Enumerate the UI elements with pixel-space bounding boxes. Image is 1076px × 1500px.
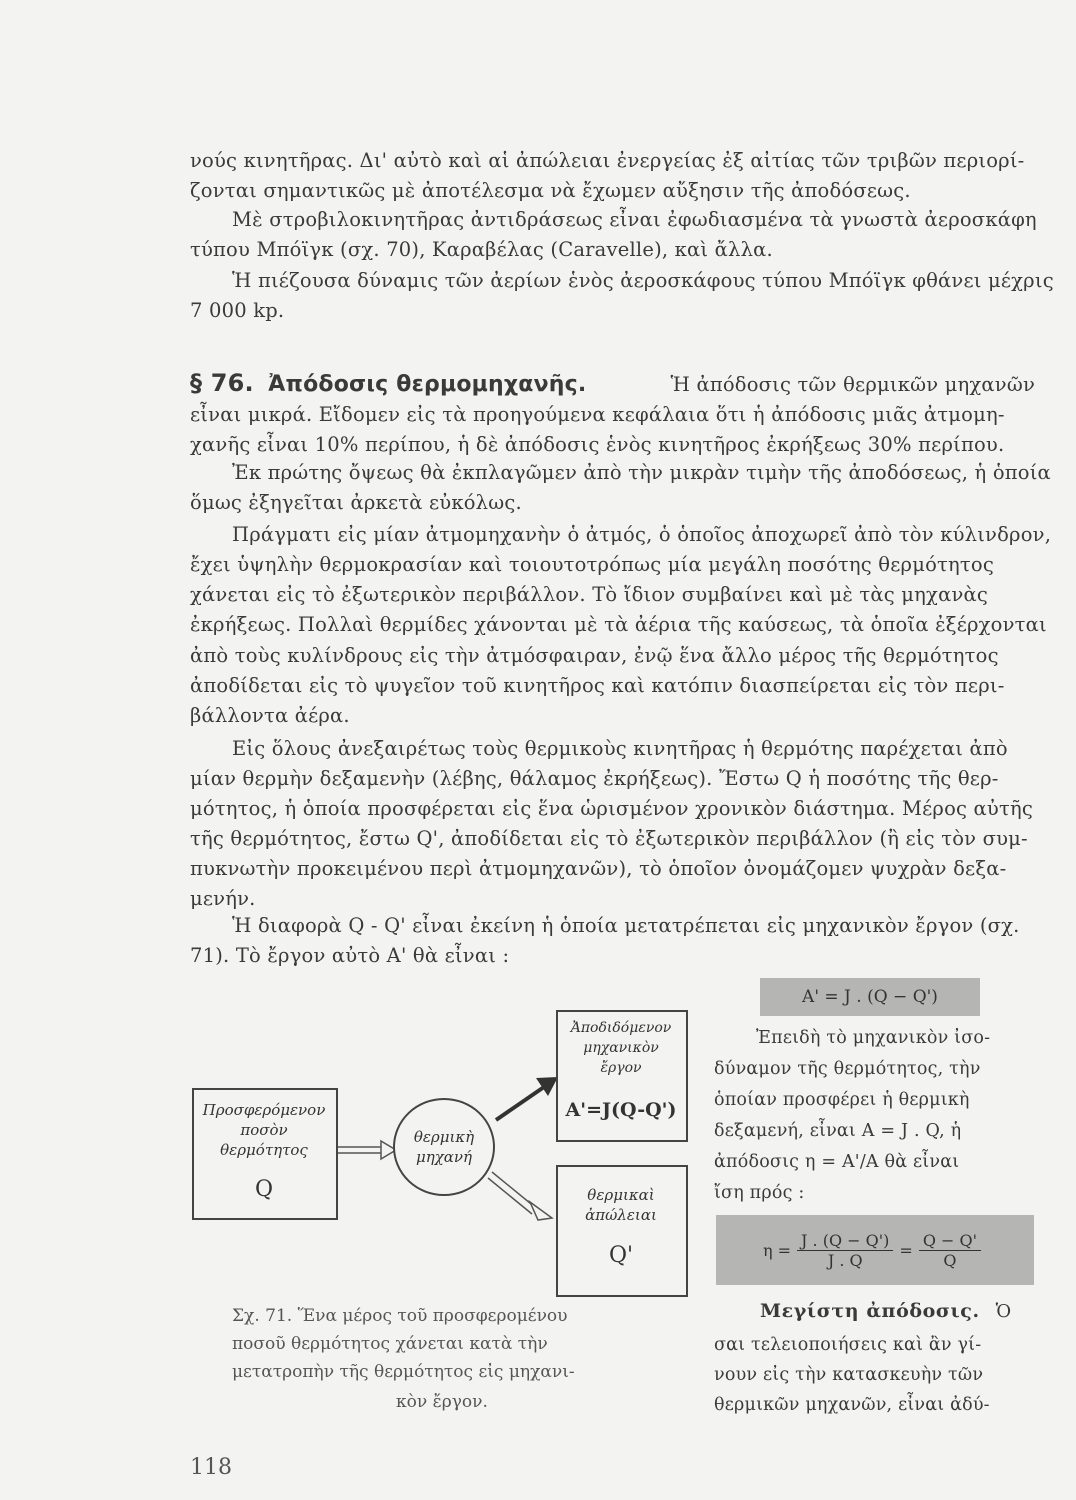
body-line: ἀποδίδεται εἰς τὸ ψυγεῖον τοῦ κινητῆρος καὶ κατόπιν διασπείρεται εἰς τὸν περι- bbox=[190, 674, 1005, 697]
body-line: τῆς θερμότητος, ἔστω Q', ἀποδίδεται εἰς τὸ ἐξωτερικὸν περιβάλλον (ἢ εἰς τὸν συμ- bbox=[190, 827, 1028, 850]
body-line: μίαν θερμὴν δεξαμενὴν (λέβης, θάλαμος ἐκρήξεως). Ἔστω Q ἡ ποσότης τῆς θερ- bbox=[190, 767, 999, 790]
loss-label: θερμικαὶ ἀπώλειαι bbox=[585, 1186, 657, 1224]
right-column-line: ἀπόδοσις η = A'/A θὰ εἶναι bbox=[714, 1152, 960, 1172]
body-line: ἐκρήξεως. Πολλαὶ θερμίδες χάνονται μὲ τὰ ἀέρια τῆς καύσεως, τὰ ὁποῖα ἐξέρχονται bbox=[190, 613, 1047, 636]
body-line: χανῆς εἶναι 10% περίπου, ἡ δὲ ἀπόδοσις ἑνὸς κινητῆρος ἐκρήξεως 30% περίπου. bbox=[190, 433, 1005, 456]
right-column-line: ὁποίαν προσφέρει ἡ θερμικὴ bbox=[714, 1090, 970, 1110]
body-line: ἔχει ὑψηλὴν θερμοκρασίαν καὶ τοιουτοτρόπως μία μεγάλη ποσότης θερμότητος bbox=[190, 553, 994, 576]
body-line: ζονται σημαντικῶς μὲ ἀποτέλεσμα νὰ ἔχωμεν αὔξησιν τῆς ἀποδόσεως. bbox=[190, 179, 911, 202]
loss-symbol: Q' bbox=[608, 1243, 634, 1268]
input-label: Προσφερόμενον ποσὸν θερμότητος bbox=[202, 1101, 326, 1159]
body-line: 7 000 kp. bbox=[190, 299, 285, 322]
body-line: εἶναι μικρά. Εἴδομεν εἰς τὰ προηγούμενα κεφάλαια ὅτι ἡ ἀπόδοσις μιᾶς ἀτμομη- bbox=[190, 403, 1005, 426]
right-column-line: σαι τελειοποιήσεις καὶ ἂν γί- bbox=[714, 1335, 982, 1355]
body-line: ὅμως ἐξηγεῖται ἀρκετὰ εὐκόλως. bbox=[190, 491, 522, 514]
work-label: Ἀποδιδόμενον μηχανικὸν ἔργον bbox=[570, 1020, 672, 1076]
input-symbol: Q bbox=[254, 1177, 274, 1202]
formula-work: A' = J . (Q − Q') bbox=[760, 978, 980, 1016]
body-line: Ἡ πιέζουσα δύναμις τῶν ἀερίων ἑνὸς ἀεροσκάφους τύπου Μπόϊγκ φθάνει μέχρις bbox=[232, 269, 1054, 292]
fraction: $\frac{Q - Q'}{Q}$ bbox=[919, 1231, 981, 1270]
engine-label: θερμικὴ μηχανή bbox=[413, 1128, 475, 1166]
right-column-line: ἴση πρός : bbox=[714, 1183, 805, 1203]
right-column-line: δύναμον τῆς θερμότητος, τὴν bbox=[714, 1059, 981, 1079]
right-column-line: θερμικῶν μηχανῶν, εἶναι ἀδύ- bbox=[714, 1395, 990, 1415]
section-number: § 76. bbox=[190, 369, 254, 397]
loss-arrow bbox=[488, 1172, 552, 1220]
body-line: μότητος, ἡ ὁποία προσφέρεται εἰς ἕνα ὡρισμένον χρονικὸν διάστημα. Μέρος αὐτῆς bbox=[190, 797, 1033, 820]
input-arrow bbox=[336, 1141, 396, 1159]
body-line: Εἰς ὅλους ἀνεξαιρέτως τοὺς θερμικοὺς κινητῆρας ἡ θερμότης παρέχεται ἀπὸ bbox=[232, 737, 1008, 760]
figure-71-diagram bbox=[186, 1000, 706, 1300]
section-first-line: Ἡ ἀπόδοσις τῶν θερμικῶν μηχανῶν bbox=[670, 373, 1035, 396]
body-line: ἀπὸ τοὺς κυλίνδρους εἰς τὴν ἀτμόσφαιραν, ἐνῷ ἕνα ἄλλο μέρος τῆς θερμότητος bbox=[190, 644, 999, 667]
figure-caption-line: ποσοῦ θερμότητος χάνεται κατὰ τὴν bbox=[232, 1334, 548, 1354]
body-line: Μὲ στροβιλοκινητῆρας ἀντιδράσεως εἶναι ἐφωδιασμένα τὰ γνωστὰ ἀεροσκάφη bbox=[232, 208, 1037, 231]
fraction: $\frac{J . (Q - Q')}{J . Q}$ bbox=[797, 1231, 893, 1270]
body-line: 71). Τὸ ἔργον αὐτὸ A' θὰ εἶναι : bbox=[190, 944, 510, 967]
formula-efficiency: η = $\frac{J . (Q - Q')}{J . Q}$ = $\frac{Q - Q'}{Q}$ bbox=[716, 1215, 1034, 1285]
body-line: τύπου Μπόϊγκ (σχ. 70), Καραβέλας (Caravelle), καὶ ἄλλα. bbox=[190, 238, 773, 261]
right-column-line: νουν εἰς τὴν κατασκευὴν τῶν bbox=[714, 1365, 984, 1385]
subsection-title: Μεγίστη ἀπόδοσις. bbox=[760, 1300, 980, 1322]
body-line: πυκνωτὴν προκειμένου περὶ ἀτμομηχανῶν), τὸ ὁποῖον ὀνομάζομεν ψυχρὰν δεξα- bbox=[190, 857, 1007, 880]
figure-caption-line: μετατροπὴν τῆς θερμότητος εἰς μηχανι- bbox=[232, 1362, 575, 1382]
work-formula: A'=J(Q-Q') bbox=[565, 1099, 677, 1121]
body-line: χάνεται εἰς τὸ ἐξωτερικὸν περιβάλλον. Τὸ ἴδιον συμβαίνει καὶ μὲ τὰς μηχανὰς bbox=[190, 583, 988, 606]
body-line: βάλλοντα ἀέρα. bbox=[190, 704, 350, 727]
right-column-line: δεξαμενή, εἶναι A = J . Q, ἡ bbox=[714, 1121, 962, 1141]
body-line: Πράγματι εἰς μίαν ἀτμομηχανὴν ὁ ἀτμός, ὁ ὁποῖος ἀποχωρεῖ ἀπὸ τὸν κύλινδρον, bbox=[232, 523, 1052, 546]
figure-caption-line: Σχ. 71. Ἕνα μέρος τοῦ προσφερομένου bbox=[232, 1306, 568, 1326]
body-line: Ἐκ πρώτης ὄψεως θὰ ἐκπλαγῶμεν ἀπὸ τὴν μικρὰν τιμὴν τῆς ἀποδόσεως, ἡ ὁποία bbox=[232, 461, 1051, 484]
section-heading bbox=[190, 370, 1035, 398]
work-arrow bbox=[496, 1077, 558, 1120]
body-line: νούς κινητῆρας. Δι' αὐτὸ καὶ αἱ ἀπώλειαι ἐνεργείας ἐξ αἰτίας τῶν τριβῶν περιορί- bbox=[190, 149, 1025, 172]
subsection-heading: Μεγίστη ἀπόδοσις. Ὁ bbox=[760, 1300, 1012, 1322]
section-title: Ἀπόδοσις θερμομηχανῆς. bbox=[268, 372, 587, 397]
figure-caption-line: κὸν ἔργον. bbox=[396, 1392, 488, 1412]
body-line: μενήν. bbox=[190, 887, 256, 910]
page-number: 118 bbox=[190, 1455, 232, 1480]
body-line: Ἡ διαφορὰ Q - Q' εἶναι ἐκείνη ἡ ὁποία μετατρέπεται εἰς μηχανικὸν ἔργον (σχ. bbox=[232, 914, 1020, 937]
right-column-line: Ἐπειδὴ τὸ μηχανικὸν ἰσο- bbox=[756, 1028, 991, 1048]
